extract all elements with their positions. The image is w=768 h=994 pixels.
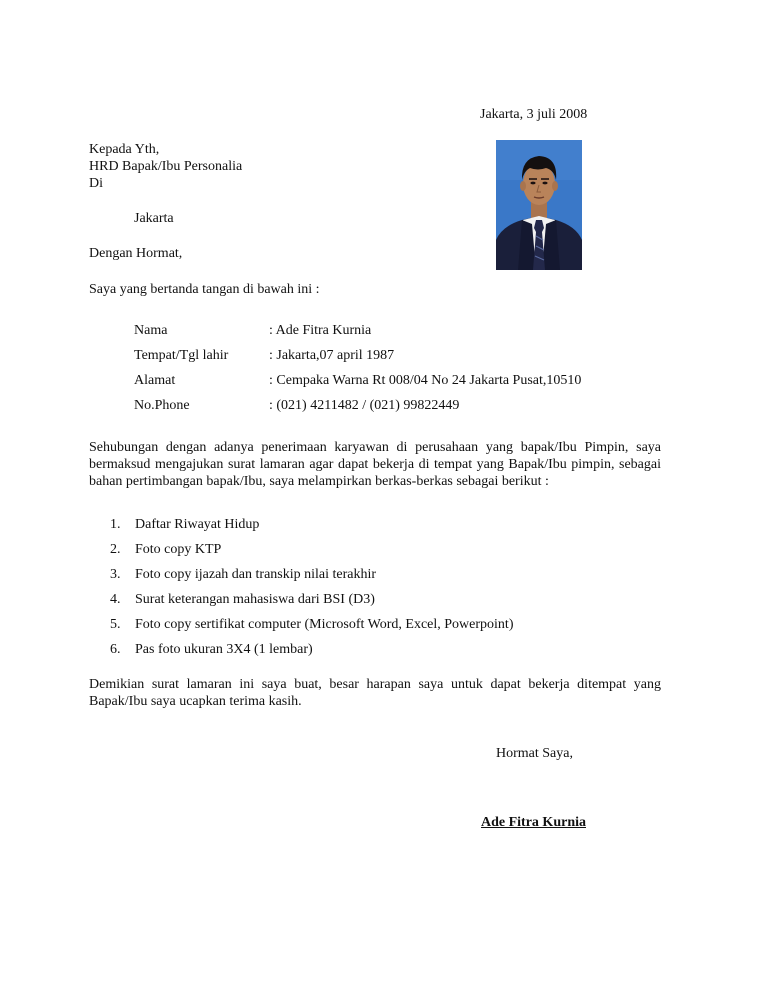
recipient-city: Jakarta [134, 211, 174, 226]
list-text: Surat keterangan mahasiswa dari BSI (D3) [135, 592, 375, 607]
list-text: Pas foto ukuran 3X4 (1 lembar) [135, 642, 313, 657]
identity-row [134, 372, 582, 389]
identity-label: Nama [134, 323, 168, 338]
letter-date: Jakarta, 3 juli 2008 [480, 107, 588, 122]
identity-row [134, 347, 395, 364]
closing-paragraph: Demikian surat lamaran ini saya buat, besar harapan saya untuk dapat bekerja ditempat yang Bapak/Ibu saya ucapkan terima kasih. [89, 677, 661, 709]
identity-value: : (021) 4211482 / (021) 99822449 [269, 398, 460, 413]
identity-label: Alamat [134, 373, 176, 388]
intro-text: Saya yang bertanda tangan di bawah ini : [89, 282, 320, 297]
list-number: 3. [110, 567, 121, 582]
list-text: Foto copy KTP [135, 542, 222, 557]
recipient-line-3: Di [89, 176, 103, 191]
closing-salutation: Hormat Saya, [496, 746, 573, 761]
list-text: Foto copy sertifikat computer (Microsoft Word, Excel, Powerpoint) [135, 617, 514, 632]
list-number: 2. [110, 542, 121, 557]
recipient-line-1: Kepada Yth, [89, 142, 160, 157]
identity-value: : Ade Fitra Kurnia [269, 323, 372, 338]
list-number: 1. [110, 517, 121, 532]
recipient-line-2: HRD Bapak/Ibu Personalia [89, 159, 243, 174]
identity-row [134, 322, 372, 339]
identity-value: : Jakarta,07 april 1987 [269, 348, 395, 363]
identity-label: No.Phone [134, 398, 190, 413]
list-number: 5. [110, 617, 121, 632]
identity-value: : Cempaka Warna Rt 008/04 No 24 Jakarta Pusat,10510 [269, 373, 582, 388]
signature-name: Ade Fitra Kurnia [481, 815, 586, 830]
applicant-photo [496, 140, 582, 270]
greeting: Dengan Hormat, [89, 246, 183, 261]
list-text: Foto copy ijazah dan transkip nilai terakhir [135, 567, 377, 582]
identity-row [134, 397, 460, 414]
list-number: 6. [110, 642, 121, 657]
identity-label: Tempat/Tgl lahir [134, 348, 229, 363]
list-number: 4. [110, 592, 121, 607]
list-text: Daftar Riwayat Hidup [135, 517, 260, 532]
body-paragraph: Sehubungan dengan adanya penerimaan karyawan di perusahaan yang bapak/Ibu Pimpin, saya bermaksud mengajukan surat lamaran agar dapat bekerja di tempat yang Bapak/Ibu pimpin, sebagai bahan pertimbangan bapak/Ibu, saya melampirkan berkas-berkas sebagai berikut : [89, 440, 661, 489]
